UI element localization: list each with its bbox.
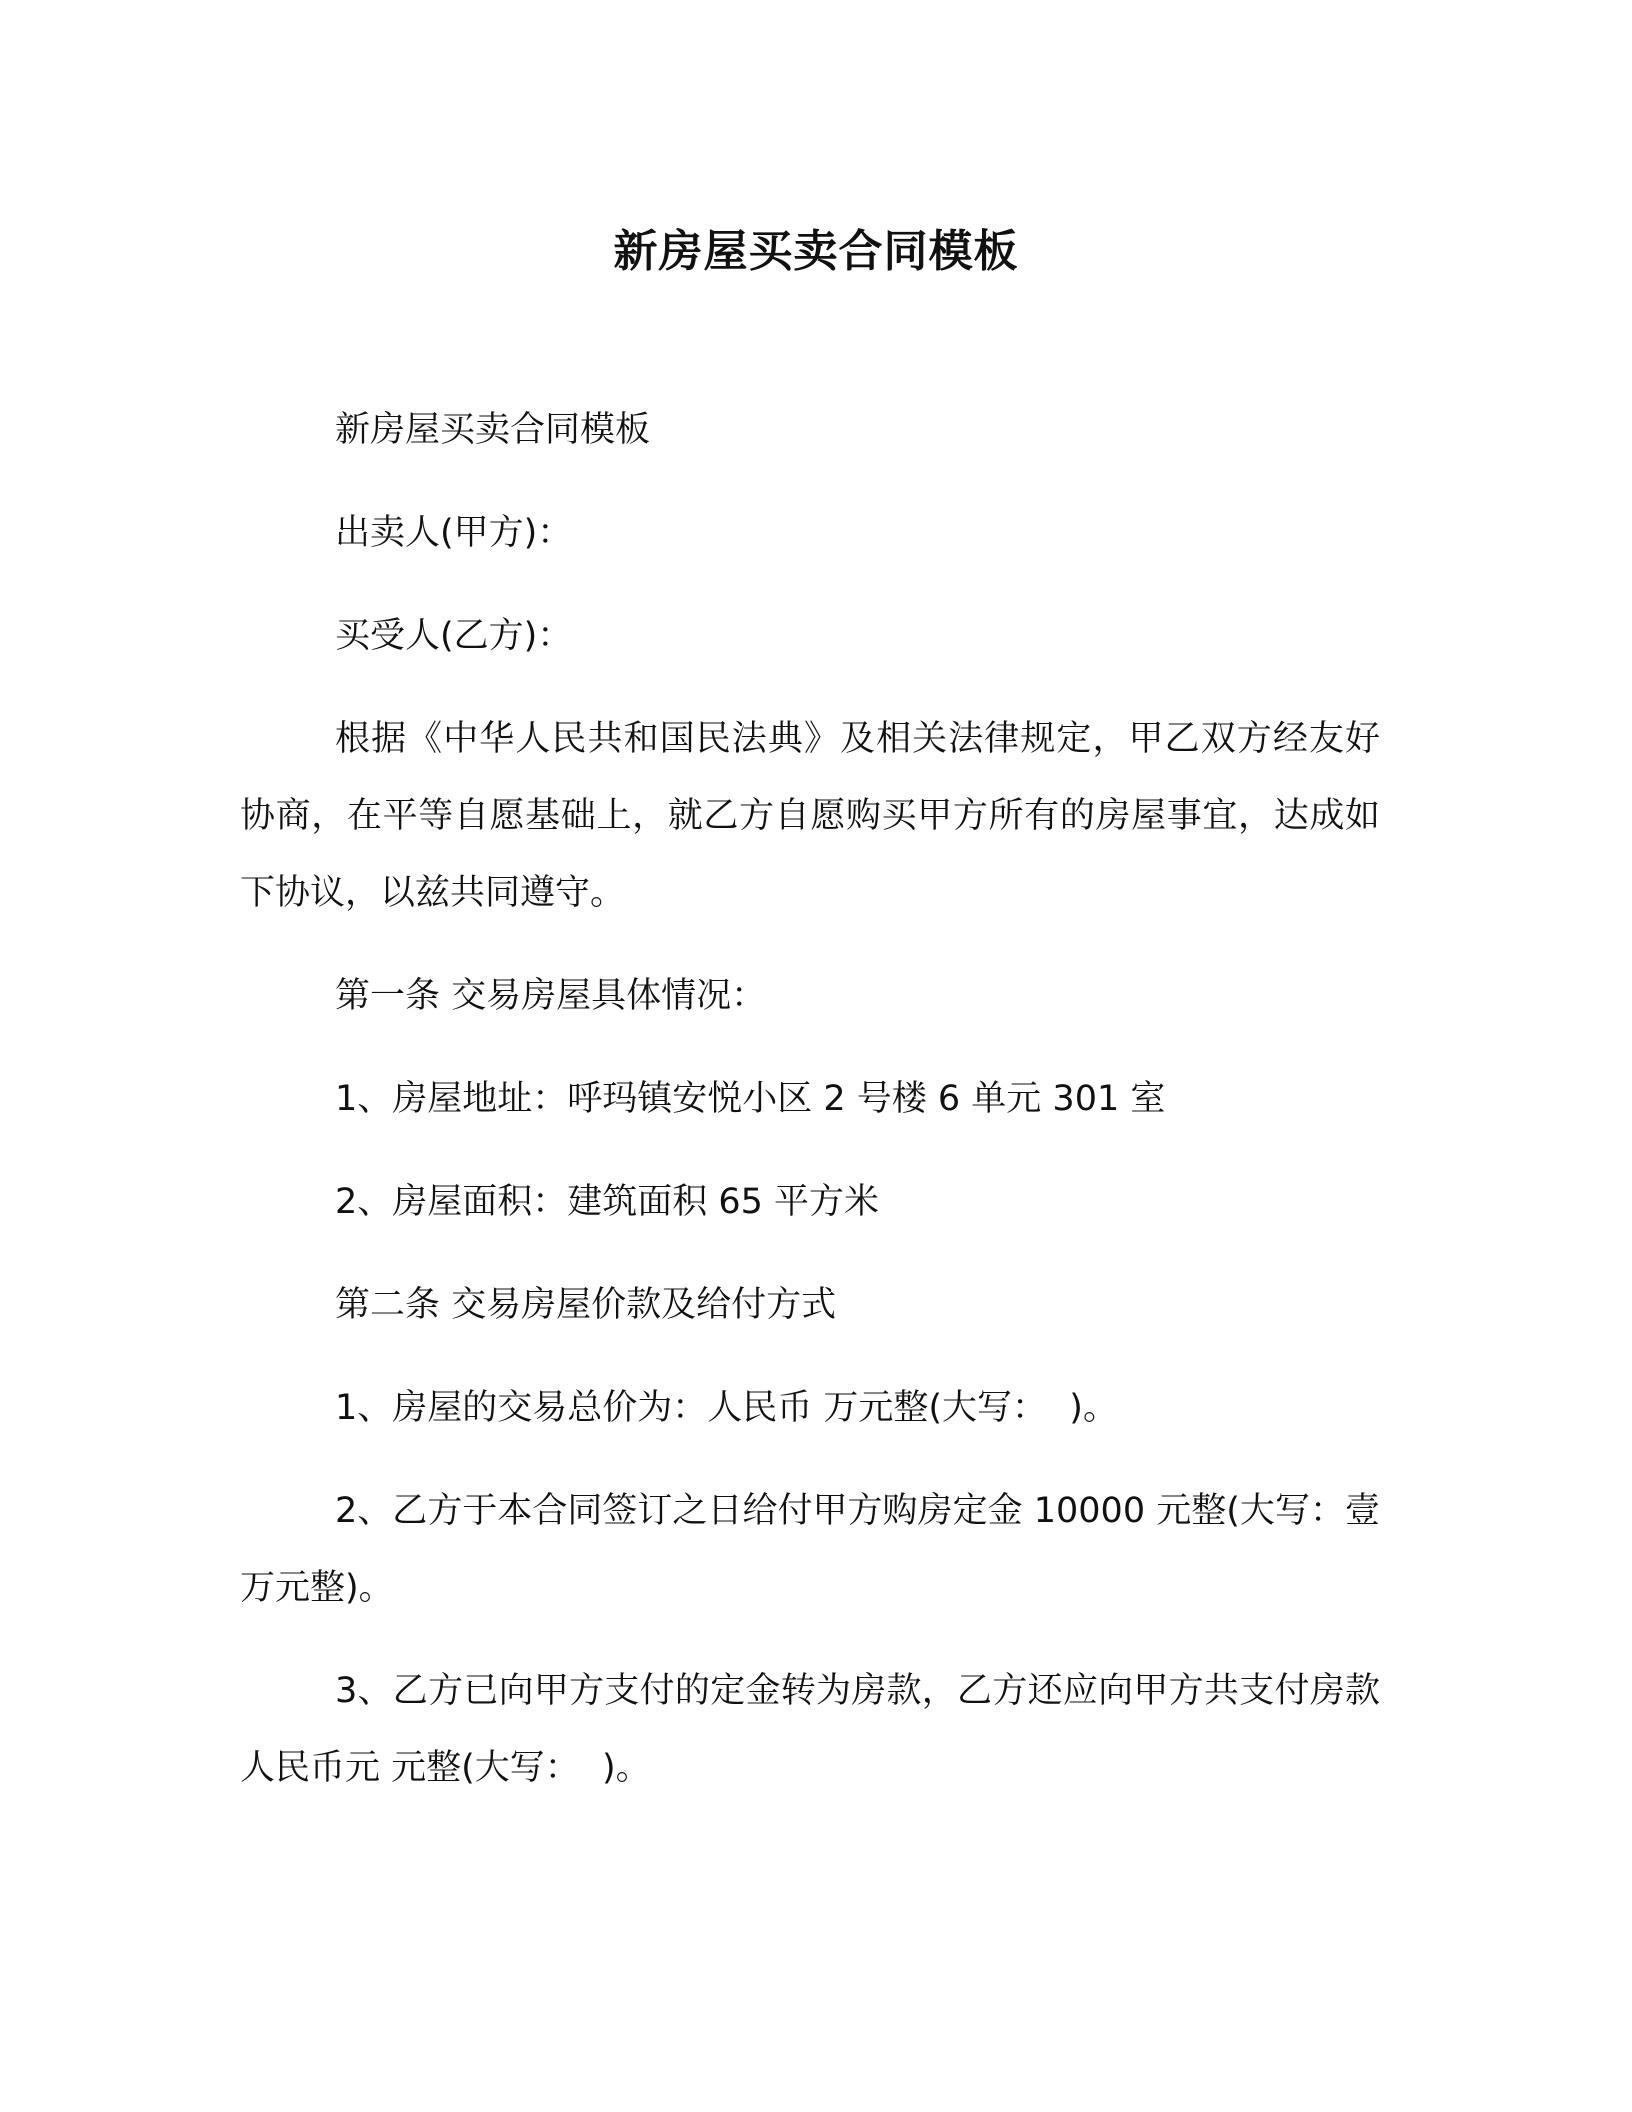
paragraph-article-2-heading: 第二条 交易房屋价款及给付方式 (335, 1285, 837, 1325)
paragraph-article-1-heading: 第一条 交易房屋具体情况： (335, 976, 767, 1016)
paragraph-house-address: 1、房屋地址：呼玛镇安悦小区 2 号楼 6 单元 301 室 (335, 1079, 1166, 1119)
document-body (240, 392, 1380, 1833)
paragraph-total-price: 1、房屋的交易总价为：人民币 万元整(大写： )。 (335, 1388, 1118, 1428)
paragraph-seller: 出卖人(甲方)： (335, 513, 573, 553)
paragraph-subtitle: 新房屋买卖合同模板 (335, 410, 651, 450)
paragraph-deposit: 2、乙方于本合同签订之日给付甲方购房定金 10000 元整(大写：壹万元整)。 (240, 1491, 1380, 1608)
paragraph-remaining-payment: 3、乙方已向甲方支付的定金转为房款，乙方还应向甲方共支付房款人民币元 元整(大写： )。 (240, 1671, 1380, 1788)
document-title: 新房屋买卖合同模板 (613, 226, 1019, 277)
paragraph-buyer: 买受人(乙方)： (335, 616, 573, 656)
paragraph-house-area: 2、房屋面积：建筑面积 65 平方米 (335, 1182, 880, 1222)
paragraph-preamble: 根据《中华人民共和国民法典》及相关法律规定，甲乙双方经友好协商，在平等自愿基础上，就乙方自愿购买甲方所有的房屋事宜，达成如下协议，以兹共同遵守。 (240, 719, 1380, 913)
